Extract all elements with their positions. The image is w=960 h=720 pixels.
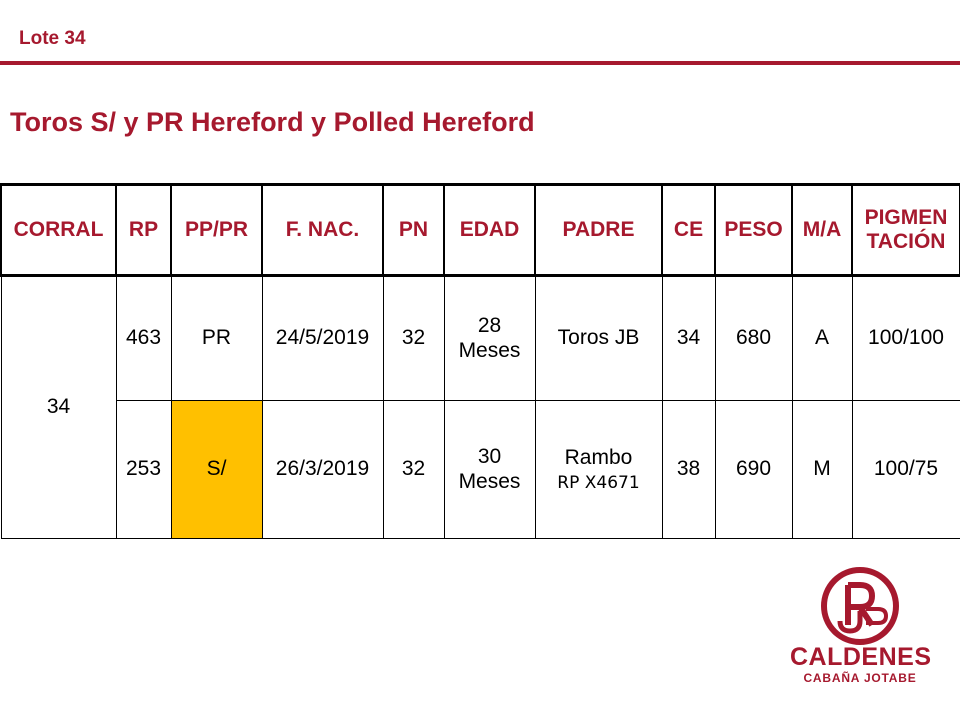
- pigmentacion-cell: 100/75: [852, 401, 960, 539]
- table-row: [1, 276, 960, 401]
- col-header-edad: EDAD: [444, 185, 535, 276]
- brand-subtitle: CABAÑA JOTABE: [803, 671, 917, 685]
- pn-cell: 32: [383, 401, 444, 539]
- ce-cell: 38: [662, 401, 715, 539]
- m-a-cell: A: [792, 276, 852, 401]
- col-header-rp: RP: [116, 185, 171, 276]
- pn-cell: 32: [383, 276, 444, 401]
- padre-rp: RP X4671: [557, 472, 640, 493]
- table-header-row: [1, 185, 960, 276]
- pp-pr-cell: PR: [171, 276, 262, 401]
- f-nac-cell: 24/5/2019: [262, 276, 383, 401]
- col-header-pp-pr: PP/PR: [171, 185, 262, 276]
- lot-table: [0, 183, 960, 539]
- pp-pr-cell-highlighted: S/: [171, 401, 262, 539]
- corral-cell: 34: [1, 276, 116, 539]
- col-header-pn: PN: [383, 185, 444, 276]
- col-header-f-nac: F. NAC.: [262, 185, 383, 276]
- header-divider: [0, 61, 960, 65]
- table-row: [1, 401, 960, 539]
- col-header-ce: CE: [662, 185, 715, 276]
- padre-name: Toros JB: [557, 326, 640, 350]
- page-title: Toros S/ y PR Hereford y Polled Hereford: [10, 107, 535, 137]
- padre-cell: [535, 276, 662, 401]
- m-a-cell: M: [792, 401, 852, 539]
- f-nac-cell: 26/3/2019: [262, 401, 383, 539]
- ce-cell: 34: [662, 276, 715, 401]
- edad-cell: 30 Meses: [444, 401, 535, 539]
- col-header-padre: PADRE: [535, 185, 662, 276]
- rp-cell: 253: [116, 401, 171, 539]
- edad-cell: 28 Meses: [444, 276, 535, 401]
- peso-cell: 690: [715, 401, 792, 539]
- padre-cell: [535, 401, 662, 539]
- brand-name: CALDENES: [790, 643, 932, 671]
- peso-cell: 680: [715, 276, 792, 401]
- col-header-peso: PESO: [715, 185, 792, 276]
- col-header-pigmentacion: PIGMEN TACIÓN: [852, 185, 960, 276]
- col-header-corral: CORRAL: [1, 185, 116, 276]
- padre-name: Rambo: [564, 445, 633, 469]
- pigmentacion-cell: 100/100: [852, 276, 960, 401]
- lot-label: Lote 34: [19, 28, 86, 49]
- col-header-m-a: M/A: [792, 185, 852, 276]
- rp-cell: 463: [116, 276, 171, 401]
